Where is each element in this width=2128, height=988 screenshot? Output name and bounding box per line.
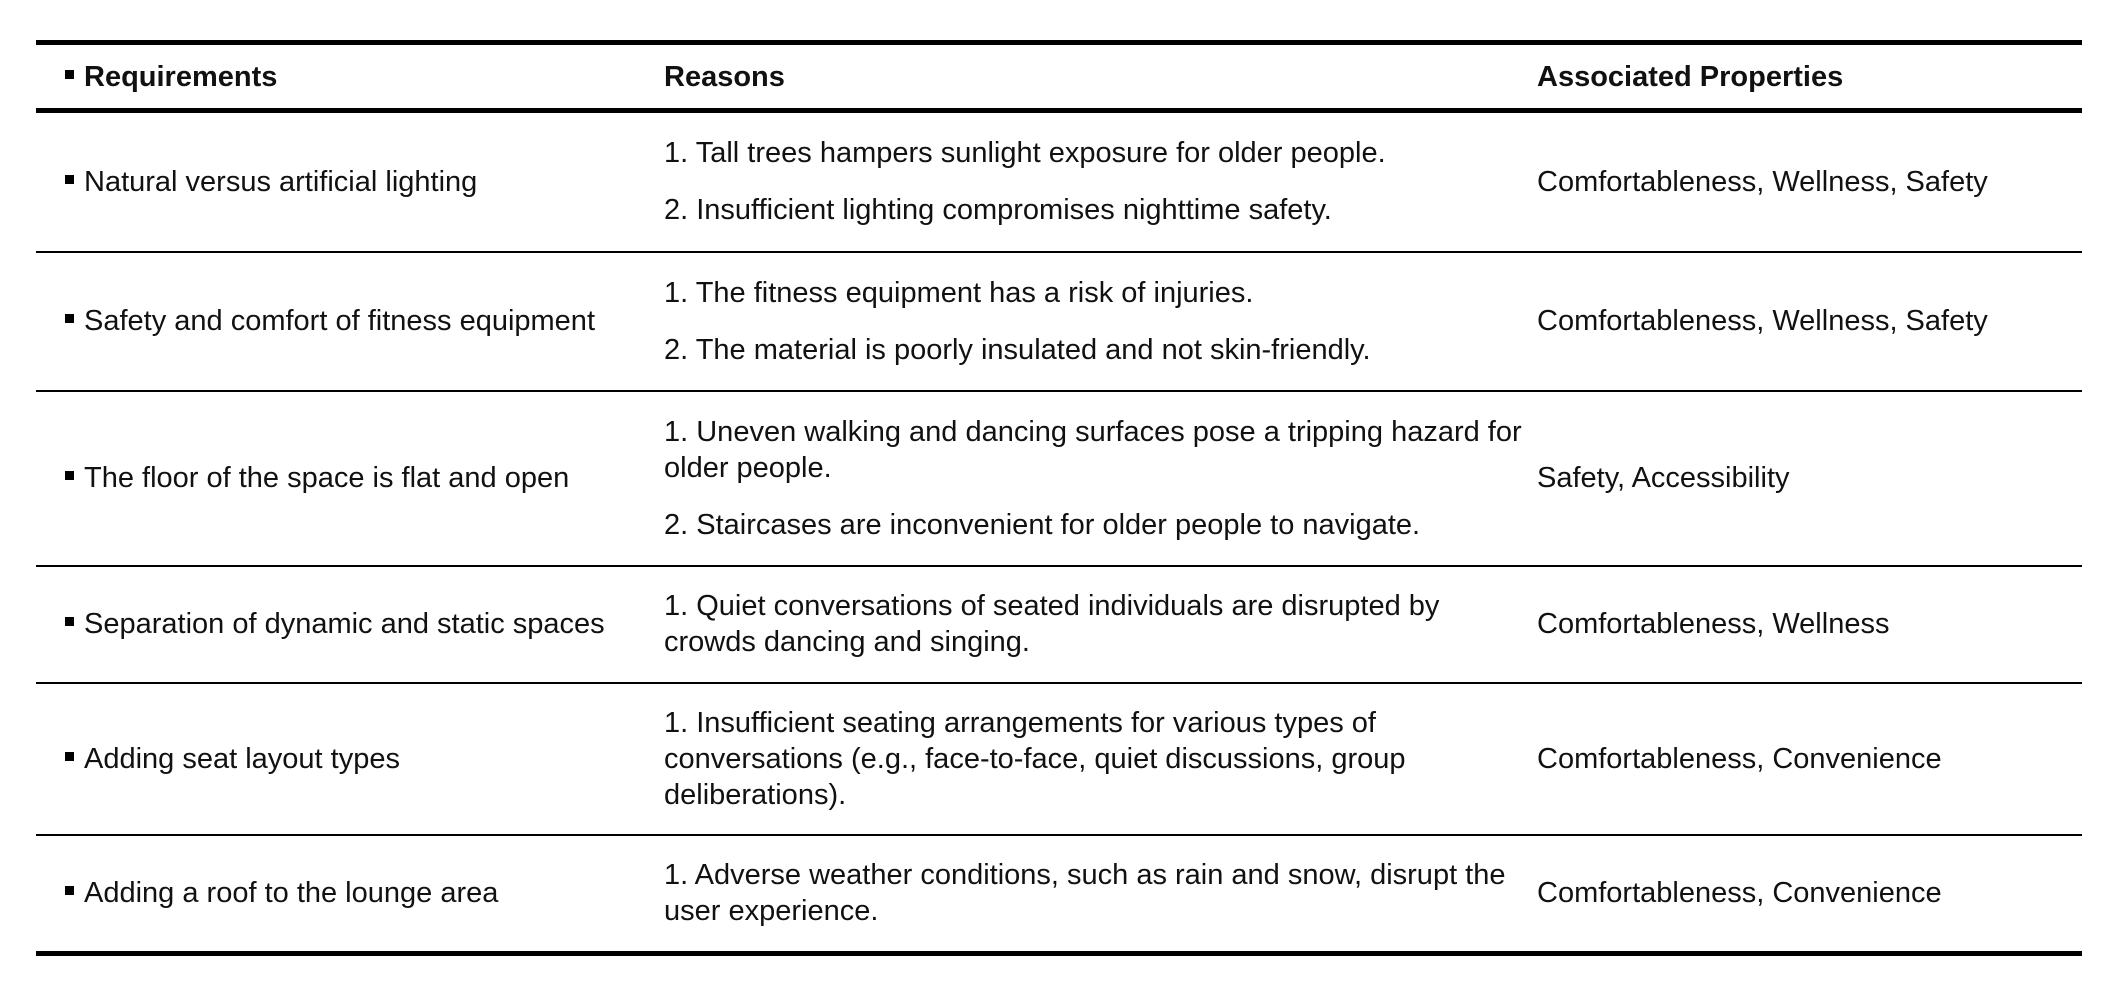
header-associated-properties: Associated Properties <box>1537 60 1844 93</box>
reason-item: 2. The material is poorly insulated and not skin-friendly. <box>664 333 1371 366</box>
reasons-cell <box>664 252 1537 391</box>
table-row <box>36 111 2082 252</box>
requirement-cell <box>36 835 664 954</box>
reason-item: 2. Insufficient lighting compromises nighttime safety. <box>664 194 1332 227</box>
requirement-text: Safety and comfort of fitness equipment <box>84 305 595 337</box>
requirement-cell <box>36 566 664 683</box>
table-row <box>36 683 2082 835</box>
reason-item: 1. Uneven walking and dancing surfaces pose a tripping hazard for older people. <box>664 415 1522 484</box>
square-bullet-icon <box>65 175 74 184</box>
table-row <box>36 566 2082 683</box>
table-row <box>36 835 2082 954</box>
properties-cell: Comfortableness, Convenience <box>1537 877 1942 910</box>
reasons-cell <box>664 391 1537 566</box>
requirement-text: The floor of the space is flat and open <box>84 462 570 494</box>
requirement-cell <box>36 252 664 391</box>
reason-item: 1. Tall trees hampers sunlight exposure for older people. <box>664 137 1386 170</box>
reason-item: 1. Adverse weather conditions, such as rain and snow, disrupt the user experience. <box>664 859 1506 928</box>
requirement-cell <box>36 683 664 835</box>
square-bullet-icon <box>65 70 74 79</box>
reason-item: 1. The fitness equipment has a risk of injuries. <box>664 276 1254 309</box>
properties-cell: Comfortableness, Wellness, Safety <box>1537 305 1988 337</box>
table-row <box>36 252 2082 391</box>
properties-cell: Comfortableness, Convenience <box>1537 742 1942 775</box>
square-bullet-icon <box>65 752 74 761</box>
requirement-text: Natural versus artificial lighting <box>84 165 478 198</box>
reason-item: 2. Staircases are inconvenient for older people to navigate. <box>664 508 1421 541</box>
requirement-cell <box>36 111 664 252</box>
requirement-text: Adding seat layout types <box>84 742 400 775</box>
reason-item: 1. Insufficient seating arrangements for various types of conversations (e.g., face-to-face, quiet discussions, group deliberations). <box>664 706 1406 811</box>
header-requirements: Requirements <box>36 43 664 111</box>
header-row <box>36 43 2082 111</box>
reasons-cell <box>664 111 1537 252</box>
requirement-text: Adding a roof to the lounge area <box>84 877 499 910</box>
properties-cell: Comfortableness, Wellness <box>1537 608 1890 640</box>
properties-cell: Comfortableness, Wellness, Safety <box>1537 165 1988 198</box>
requirement-cell <box>36 391 664 566</box>
reasons-cell <box>664 683 1537 835</box>
table-body <box>36 111 2082 954</box>
header-reasons: Reasons <box>664 60 785 93</box>
requirement-text: Separation of dynamic and static spaces <box>84 608 605 640</box>
requirements-table <box>36 40 2082 956</box>
table-row <box>36 391 2082 566</box>
square-bullet-icon <box>65 314 74 323</box>
square-bullet-icon <box>65 617 74 626</box>
reason-item: 1. Quiet conversations of seated individuals are disrupted by crowds dancing and singing. <box>664 590 1440 658</box>
square-bullet-icon <box>65 471 74 480</box>
properties-cell: Safety, Accessibility <box>1537 462 1790 494</box>
reasons-cell <box>664 566 1537 683</box>
square-bullet-icon <box>65 886 74 895</box>
table-header <box>36 43 2082 111</box>
reasons-cell <box>664 835 1537 954</box>
